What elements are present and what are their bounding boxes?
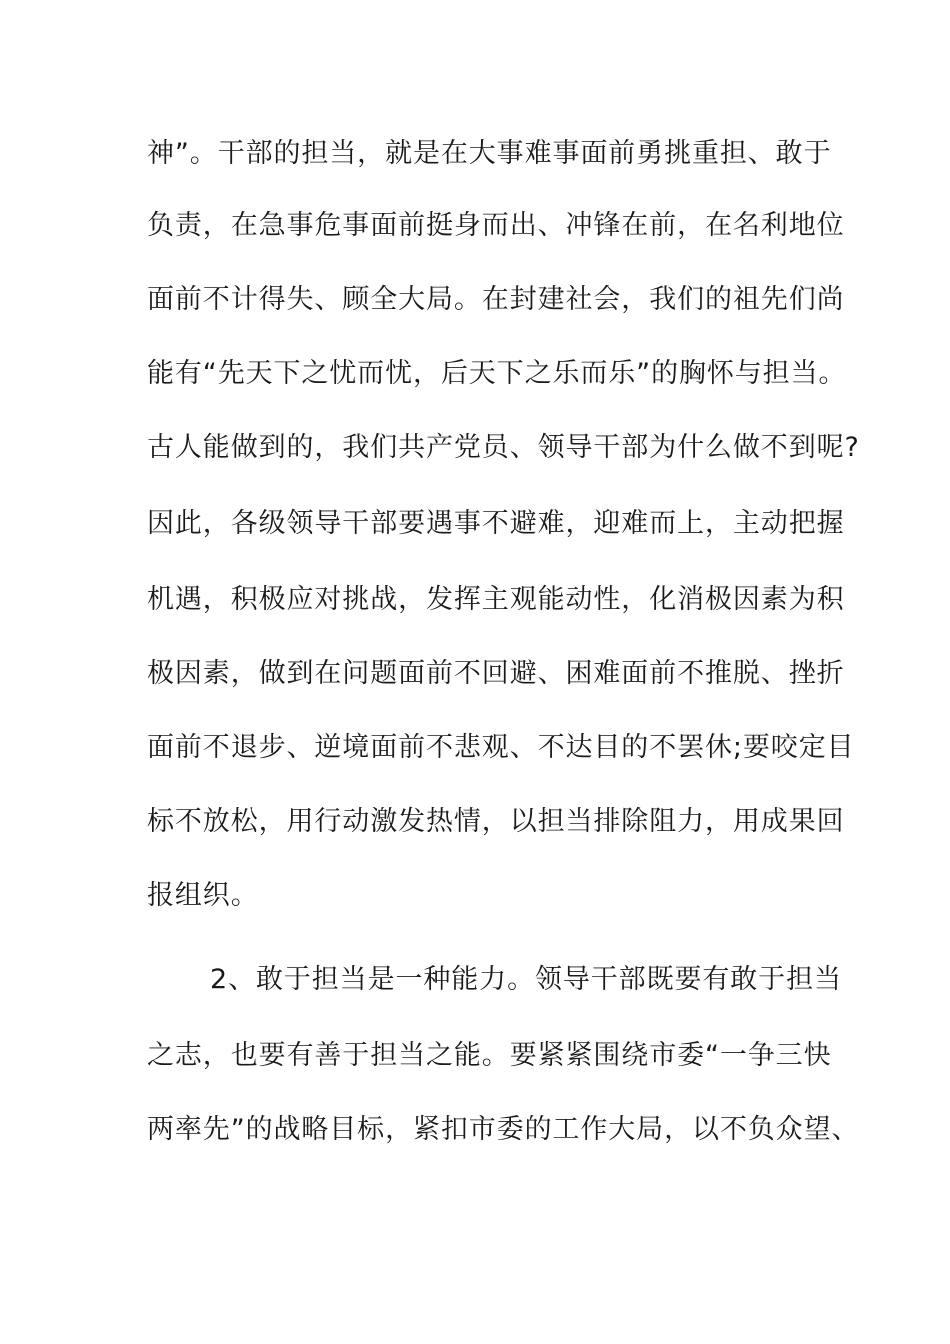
text-line: 两率先”的战略目标，紧扣市委的工作大局，以不负众望、 bbox=[147, 1114, 860, 1145]
text-line: 极因素，做到在问题面前不回避、困难面前不推脱、挫折 bbox=[147, 658, 845, 689]
text-line: 标不放松，用行动激发热情，以担当排除阻力，用成果回 bbox=[147, 806, 845, 837]
text-line: 神”。干部的担当，就是在大事难事面前勇挑重担、敢于 bbox=[147, 138, 832, 169]
text-line: 报组织。 bbox=[147, 880, 259, 911]
text-line: 面前不退步、逆境面前不悲观、不达目的不罢休;要咬定目 bbox=[147, 732, 855, 763]
text-line: 机遇，积极应对挑战，发挥主观能动性，化消极因素为积 bbox=[147, 584, 845, 615]
text-line: 之志，也要有善于担当之能。要紧紧围绕市委“一争三快 bbox=[147, 1040, 832, 1071]
text-line: 负责，在急事危事面前挺身而出、冲锋在前，在名利地位 bbox=[147, 210, 845, 241]
paragraph-heading-line: 2、敢于担当是一种能力。领导干部既要有敢于担当 bbox=[210, 964, 842, 995]
text-line: 古人能做到的，我们共产党员、领导干部为什么做不到呢? bbox=[147, 432, 860, 463]
text-line: 面前不计得失、顾全大局。在封建社会，我们的祖先们尚 bbox=[147, 284, 845, 315]
text-line: 因此，各级领导干部要遇事不避难，迎难而上，主动把握 bbox=[147, 508, 845, 539]
text-line: 能有“先天下之忧而忧，后天下之乐而乐”的胸怀与担当。 bbox=[147, 358, 847, 389]
